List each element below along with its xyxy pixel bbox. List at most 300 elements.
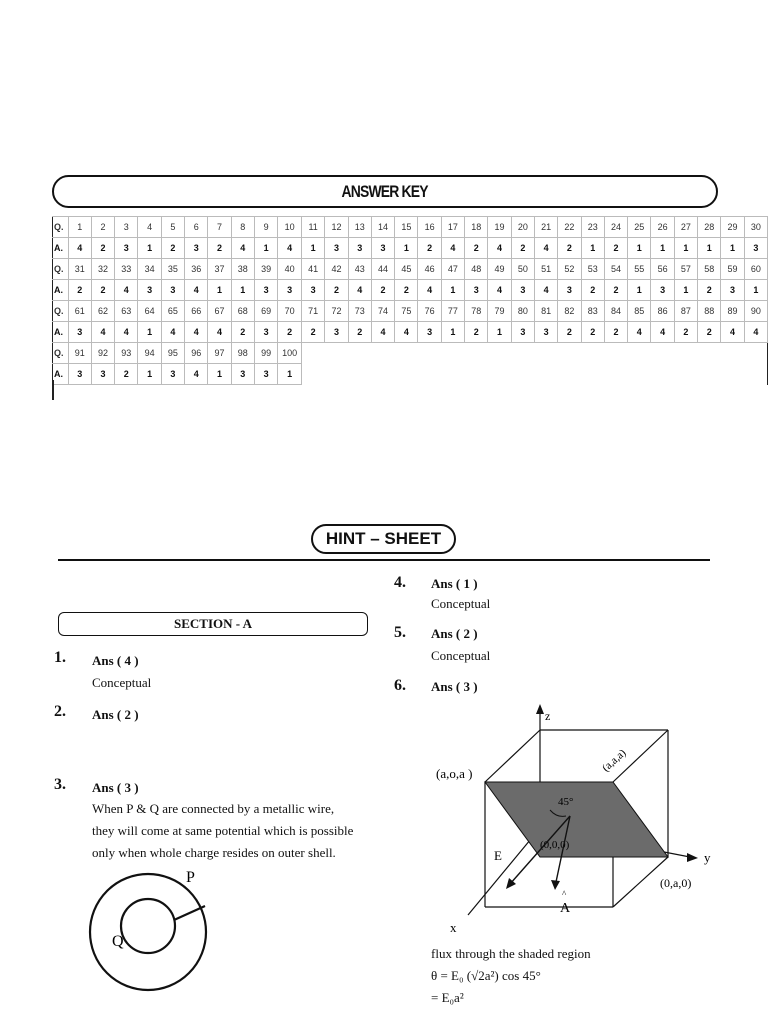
- question-number-cell: 91: [68, 343, 91, 364]
- a-hat-caret: ^: [562, 889, 567, 899]
- shaded-region: [485, 782, 668, 857]
- answer-cell: 3: [302, 280, 325, 301]
- table-left-rule: [52, 380, 54, 400]
- question-number-cell: 12: [325, 217, 348, 238]
- answer-cell: 3: [511, 280, 534, 301]
- question-number-cell: 38: [231, 259, 254, 280]
- label-aaa: (a,a,a): [599, 746, 629, 775]
- answer-cell: 1: [628, 280, 651, 301]
- empty-cell: [511, 343, 534, 364]
- empty-cell: [698, 364, 721, 385]
- question-number-cell: 90: [744, 301, 767, 322]
- question-number-cell: 92: [91, 343, 114, 364]
- cube-flux-figure: [430, 700, 720, 940]
- question-number-cell: 95: [161, 343, 184, 364]
- answer-cell: 1: [581, 238, 604, 259]
- question-number-cell: 18: [465, 217, 488, 238]
- empty-cell: [348, 343, 371, 364]
- answer-cell: 1: [628, 238, 651, 259]
- answer-cell: 2: [395, 280, 418, 301]
- question-number-cell: 77: [441, 301, 464, 322]
- question-number-cell: 24: [604, 217, 627, 238]
- question-number-cell: 47: [441, 259, 464, 280]
- label-0a0: (0,a,0): [660, 876, 692, 890]
- q3-answer: Ans ( 3 ): [92, 780, 139, 795]
- flux-equation-2: = E₀a²: [431, 990, 464, 1005]
- question-number-cell: 69: [254, 301, 277, 322]
- answer-cell: 4: [91, 322, 114, 343]
- answer-row: [53, 280, 768, 301]
- empty-cell: [465, 364, 488, 385]
- answer-cell: 3: [278, 280, 302, 301]
- answer-cell: 4: [488, 238, 511, 259]
- row-label: A.: [53, 238, 69, 259]
- q5-text: Conceptual: [431, 648, 491, 663]
- empty-cell: [418, 343, 441, 364]
- answer-cell: 1: [231, 280, 254, 301]
- q4-answer: Ans ( 1 ): [431, 576, 478, 591]
- empty-cell: [744, 343, 767, 364]
- question-number-cell: 93: [115, 343, 138, 364]
- hint-rule: [58, 559, 710, 561]
- empty-cell: [465, 343, 488, 364]
- question-number-cell: 16: [418, 217, 441, 238]
- empty-cell: [558, 364, 581, 385]
- empty-cell: [744, 364, 767, 385]
- q2-number: 2.: [54, 703, 66, 720]
- answer-cell: 2: [558, 238, 581, 259]
- question-number-cell: 26: [651, 217, 674, 238]
- answer-cell: 2: [278, 322, 302, 343]
- label-x: x: [450, 920, 457, 935]
- question-number-cell: 100: [278, 343, 302, 364]
- answer-cell: 1: [138, 322, 161, 343]
- question-number-cell: 31: [68, 259, 91, 280]
- question-number-cell: 34: [138, 259, 161, 280]
- question-number-cell: 20: [511, 217, 534, 238]
- question-number-cell: 49: [488, 259, 511, 280]
- empty-cell: [534, 343, 557, 364]
- empty-cell: [581, 364, 604, 385]
- question-number-cell: 58: [698, 259, 721, 280]
- answer-cell: 2: [604, 280, 627, 301]
- empty-cell: [674, 343, 697, 364]
- answer-cell: 2: [91, 280, 114, 301]
- answer-cell: 4: [208, 322, 231, 343]
- question-number-cell: 14: [371, 217, 394, 238]
- empty-cell: [395, 343, 418, 364]
- question-number-cell: 73: [348, 301, 371, 322]
- answer-cell: 3: [161, 364, 184, 385]
- question-number-cell: 97: [208, 343, 231, 364]
- answer-cell: 1: [395, 238, 418, 259]
- z-axis-arrow: [536, 704, 544, 714]
- question-number-cell: 6: [185, 217, 208, 238]
- answer-key-banner: [52, 175, 718, 208]
- answer-cell: 3: [418, 322, 441, 343]
- row-label: A.: [53, 322, 69, 343]
- question-number-cell: 50: [511, 259, 534, 280]
- answer-cell: 3: [348, 238, 371, 259]
- q4-number: 4.: [394, 574, 406, 591]
- concentric-shells-figure: [88, 862, 228, 1012]
- connecting-wire: [174, 906, 205, 920]
- question-number-cell: 42: [325, 259, 348, 280]
- question-number-cell: 76: [418, 301, 441, 322]
- answer-cell: 4: [395, 322, 418, 343]
- empty-cell: [441, 364, 464, 385]
- answer-cell: 2: [348, 322, 371, 343]
- answer-cell: 3: [115, 238, 138, 259]
- question-number-cell: 4: [138, 217, 161, 238]
- question-number-cell: 74: [371, 301, 394, 322]
- answer-cell: 3: [185, 238, 208, 259]
- answer-cell: 3: [91, 364, 114, 385]
- question-number-cell: 40: [278, 259, 302, 280]
- answer-cell: 3: [231, 364, 254, 385]
- answer-cell: 3: [254, 280, 277, 301]
- q5-answer: Ans ( 2 ): [431, 626, 478, 641]
- question-number-cell: 52: [558, 259, 581, 280]
- answer-cell: 4: [534, 280, 557, 301]
- answer-cell: 2: [698, 322, 721, 343]
- question-number-cell: 9: [254, 217, 277, 238]
- question-number-cell: 43: [348, 259, 371, 280]
- q6-number: 6.: [394, 677, 406, 694]
- question-number-cell: 79: [488, 301, 511, 322]
- label-a-hat: A: [560, 901, 571, 916]
- answer-cell: 1: [744, 280, 767, 301]
- answer-cell: 2: [68, 280, 91, 301]
- question-number-cell: 65: [161, 301, 184, 322]
- question-number-cell: 30: [744, 217, 767, 238]
- empty-cell: [721, 343, 744, 364]
- answer-cell: 3: [68, 364, 91, 385]
- question-number-cell: 7: [208, 217, 231, 238]
- answer-cell: 2: [698, 280, 721, 301]
- answer-cell: 2: [674, 322, 697, 343]
- answer-cell: 2: [581, 280, 604, 301]
- question-number-cell: 59: [721, 259, 744, 280]
- label-p: P: [186, 869, 195, 886]
- row-label: A.: [53, 280, 69, 301]
- question-number-cell: 8: [231, 217, 254, 238]
- answer-cell: 2: [418, 238, 441, 259]
- empty-cell: [302, 364, 325, 385]
- answer-key-title: ANSWER KEY: [341, 181, 429, 201]
- empty-cell: [348, 364, 371, 385]
- outer-shell: [90, 874, 206, 990]
- answer-cell: 1: [302, 238, 325, 259]
- question-number-cell: 39: [254, 259, 277, 280]
- answer-cell: 1: [488, 322, 511, 343]
- answer-cell: 4: [418, 280, 441, 301]
- answer-cell: 2: [581, 322, 604, 343]
- answer-cell: 3: [744, 238, 767, 259]
- answer-cell: 2: [325, 280, 348, 301]
- answer-cell: 1: [278, 364, 302, 385]
- q2-answer: Ans ( 2 ): [92, 707, 139, 722]
- label-z: z: [545, 709, 551, 723]
- answer-cell: 1: [698, 238, 721, 259]
- question-number-cell: 23: [581, 217, 604, 238]
- question-number-cell: 86: [651, 301, 674, 322]
- answer-key-table: [52, 216, 768, 385]
- answer-cell: 1: [674, 238, 697, 259]
- answer-cell: 3: [511, 322, 534, 343]
- answer-cell: 4: [371, 322, 394, 343]
- q3-line-1: When P & Q are connected by a metallic wire,: [92, 801, 335, 816]
- answer-cell: 4: [744, 322, 767, 343]
- question-number-cell: 28: [698, 217, 721, 238]
- empty-cell: [534, 364, 557, 385]
- empty-cell: [371, 364, 394, 385]
- empty-cell: [604, 343, 627, 364]
- answer-cell: 3: [138, 280, 161, 301]
- empty-cell: [674, 364, 697, 385]
- question-number-cell: 41: [302, 259, 325, 280]
- question-number-cell: 67: [208, 301, 231, 322]
- q6-answer: Ans ( 3 ): [431, 679, 478, 694]
- label-e: E: [494, 848, 502, 863]
- empty-cell: [488, 364, 511, 385]
- answer-cell: 3: [254, 364, 277, 385]
- empty-cell: [558, 343, 581, 364]
- answer-cell: 4: [185, 280, 208, 301]
- question-number-cell: 27: [674, 217, 697, 238]
- answer-row: [53, 364, 768, 385]
- question-number-cell: 89: [721, 301, 744, 322]
- row-label: Q.: [53, 259, 69, 280]
- question-number-cell: 66: [185, 301, 208, 322]
- answer-cell: 3: [254, 322, 277, 343]
- answer-cell: 3: [465, 280, 488, 301]
- row-label: A.: [53, 364, 69, 385]
- question-number-cell: 72: [325, 301, 348, 322]
- label-aoa: (a,o,a ): [436, 766, 473, 781]
- empty-cell: [651, 364, 674, 385]
- answer-cell: 4: [721, 322, 744, 343]
- empty-cell: [395, 364, 418, 385]
- question-number-cell: 87: [674, 301, 697, 322]
- question-number-cell: 22: [558, 217, 581, 238]
- label-45: 45°: [558, 796, 574, 808]
- question-number-cell: 10: [278, 217, 302, 238]
- answer-cell: 3: [325, 238, 348, 259]
- question-number-cell: 29: [721, 217, 744, 238]
- question-number-cell: 71: [302, 301, 325, 322]
- question-number-cell: 82: [558, 301, 581, 322]
- answer-cell: 2: [465, 238, 488, 259]
- section-a-box: [58, 612, 368, 636]
- answer-cell: 4: [534, 238, 557, 259]
- flux-caption: flux through the shaded region: [431, 946, 591, 961]
- question-number-cell: 45: [395, 259, 418, 280]
- question-number-cell: 3: [115, 217, 138, 238]
- question-number-cell: 19: [488, 217, 511, 238]
- question-number-cell: 94: [138, 343, 161, 364]
- answer-cell: 1: [138, 238, 161, 259]
- answer-cell: 4: [185, 364, 208, 385]
- row-label: Q.: [53, 343, 69, 364]
- question-number-cell: 60: [744, 259, 767, 280]
- question-number-cell: 56: [651, 259, 674, 280]
- answer-cell: 2: [302, 322, 325, 343]
- question-row: [53, 343, 768, 364]
- answer-cell: 1: [721, 238, 744, 259]
- answer-cell: 1: [208, 280, 231, 301]
- answer-cell: 4: [348, 280, 371, 301]
- question-number-cell: 2: [91, 217, 114, 238]
- answer-cell: 4: [651, 322, 674, 343]
- hint-sheet-banner: [311, 524, 456, 554]
- answer-cell: 1: [441, 322, 464, 343]
- empty-cell: [325, 364, 348, 385]
- question-number-cell: 44: [371, 259, 394, 280]
- question-number-cell: 48: [465, 259, 488, 280]
- answer-cell: 2: [208, 238, 231, 259]
- question-number-cell: 32: [91, 259, 114, 280]
- empty-cell: [698, 343, 721, 364]
- question-number-cell: 64: [138, 301, 161, 322]
- answer-cell: 4: [68, 238, 91, 259]
- empty-cell: [441, 343, 464, 364]
- question-number-cell: 63: [115, 301, 138, 322]
- question-number-cell: 98: [231, 343, 254, 364]
- answer-cell: 3: [161, 280, 184, 301]
- answer-cell: 3: [68, 322, 91, 343]
- answer-cell: 2: [604, 322, 627, 343]
- question-number-cell: 61: [68, 301, 91, 322]
- answer-cell: 1: [208, 364, 231, 385]
- empty-cell: [371, 343, 394, 364]
- empty-cell: [628, 364, 651, 385]
- question-number-cell: 11: [302, 217, 325, 238]
- answer-row: [53, 322, 768, 343]
- answer-cell: 1: [254, 238, 277, 259]
- question-number-cell: 35: [161, 259, 184, 280]
- question-number-cell: 55: [628, 259, 651, 280]
- answer-cell: 2: [604, 238, 627, 259]
- answer-cell: 3: [558, 280, 581, 301]
- question-number-cell: 54: [604, 259, 627, 280]
- answer-row: [53, 238, 768, 259]
- question-number-cell: 37: [208, 259, 231, 280]
- question-number-cell: 36: [185, 259, 208, 280]
- question-number-cell: 80: [511, 301, 534, 322]
- empty-cell: [581, 343, 604, 364]
- question-number-cell: 96: [185, 343, 208, 364]
- row-label: Q.: [53, 301, 69, 322]
- question-number-cell: 13: [348, 217, 371, 238]
- answer-cell: 1: [674, 280, 697, 301]
- label-q: Q: [112, 933, 124, 950]
- answer-cell: 2: [115, 364, 138, 385]
- empty-cell: [418, 364, 441, 385]
- answer-cell: 4: [278, 238, 302, 259]
- answer-cell: 1: [441, 280, 464, 301]
- question-number-cell: 25: [628, 217, 651, 238]
- answer-cell: 1: [651, 238, 674, 259]
- answer-cell: 4: [441, 238, 464, 259]
- answer-cell: 3: [651, 280, 674, 301]
- question-number-cell: 5: [161, 217, 184, 238]
- answer-cell: 4: [115, 322, 138, 343]
- q1-text: Conceptual: [92, 675, 152, 690]
- y-axis-arrow: [687, 853, 698, 862]
- q4-text: Conceptual: [431, 596, 491, 611]
- a-vector-arrow: [551, 880, 560, 890]
- answer-cell: 3: [721, 280, 744, 301]
- label-origin: (0,0,0): [540, 839, 570, 851]
- answer-cell: 2: [161, 238, 184, 259]
- question-number-cell: 85: [628, 301, 651, 322]
- question-number-cell: 51: [534, 259, 557, 280]
- empty-cell: [628, 343, 651, 364]
- question-number-cell: 83: [581, 301, 604, 322]
- question-number-cell: 1: [68, 217, 91, 238]
- answer-cell: 4: [628, 322, 651, 343]
- answer-cell: 4: [115, 280, 138, 301]
- q1-number: 1.: [54, 649, 66, 666]
- answer-cell: 4: [488, 280, 511, 301]
- question-number-cell: 15: [395, 217, 418, 238]
- question-number-cell: 17: [441, 217, 464, 238]
- answer-cell: 2: [511, 238, 534, 259]
- answer-cell: 4: [161, 322, 184, 343]
- answer-cell: 2: [91, 238, 114, 259]
- q1-answer: Ans ( 4 ): [92, 653, 139, 668]
- question-number-cell: 53: [581, 259, 604, 280]
- q5-number: 5.: [394, 624, 406, 641]
- cube-edge: [485, 730, 540, 782]
- question-number-cell: 33: [115, 259, 138, 280]
- answer-cell: 2: [231, 322, 254, 343]
- question-number-cell: 99: [254, 343, 277, 364]
- question-row: [53, 301, 768, 322]
- answer-cell: 2: [558, 322, 581, 343]
- question-number-cell: 70: [278, 301, 302, 322]
- question-number-cell: 62: [91, 301, 114, 322]
- question-number-cell: 81: [534, 301, 557, 322]
- row-label: Q.: [53, 217, 69, 238]
- question-number-cell: 88: [698, 301, 721, 322]
- question-number-cell: 46: [418, 259, 441, 280]
- question-number-cell: 75: [395, 301, 418, 322]
- answer-cell: 2: [371, 280, 394, 301]
- question-row: [53, 259, 768, 280]
- answer-cell: 4: [185, 322, 208, 343]
- empty-cell: [721, 364, 744, 385]
- answer-cell: 3: [534, 322, 557, 343]
- q3-number: 3.: [54, 776, 66, 793]
- question-number-cell: 78: [465, 301, 488, 322]
- empty-cell: [511, 364, 534, 385]
- question-number-cell: 84: [604, 301, 627, 322]
- answer-cell: 4: [231, 238, 254, 259]
- q3-line-3: only when whole charge resides on outer shell.: [92, 845, 336, 860]
- answer-cell: 2: [465, 322, 488, 343]
- empty-cell: [325, 343, 348, 364]
- label-y: y: [704, 850, 711, 865]
- hint-sheet-title: HINT – SHEET: [325, 529, 442, 548]
- question-number-cell: 68: [231, 301, 254, 322]
- flux-equation-1: θ = E₀ (√2a²) cos 45°: [431, 968, 541, 983]
- section-a-label: SECTION - A: [173, 616, 253, 631]
- answer-cell: 3: [325, 322, 348, 343]
- answer-cell: 1: [138, 364, 161, 385]
- empty-cell: [651, 343, 674, 364]
